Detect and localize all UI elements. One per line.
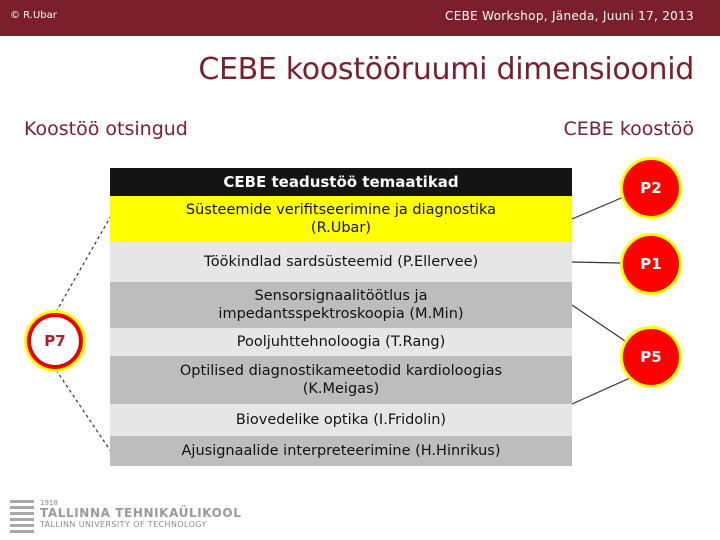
logo-mark-icon <box>10 498 34 532</box>
copyright-text: © R.Ubar <box>10 10 57 21</box>
topic-row: Süsteemide verifitseerimine ja diagnostika (R.Ubar) <box>110 196 572 242</box>
badge-p7 <box>24 310 86 372</box>
logo-text <box>40 499 241 531</box>
connector-p5-b <box>572 378 630 404</box>
slide-title: CEBE koostööruumi dimensioonid <box>198 52 694 87</box>
connector-p2 <box>572 196 626 219</box>
badge-p5: P5 <box>620 326 682 388</box>
topic-row: Ajusignaalide interpreteerimine (H.Hinrikus) <box>110 436 572 466</box>
topic-row: Pooljuhttehnoloogia (T.Rang) <box>110 328 572 356</box>
university-logo <box>10 498 241 532</box>
badge-p7-inner: P7 <box>31 317 79 365</box>
logo-subtitle: TALLINN UNIVERSITY OF TECHNOLOGY <box>40 520 207 529</box>
connector-p7-bottom <box>56 370 118 462</box>
logo-name: TALLINNA TEHNIKAÜLIKOOL <box>40 506 242 520</box>
connector-p5-a <box>572 305 628 343</box>
badge-p2: P2 <box>620 157 682 219</box>
header-bar <box>0 0 720 36</box>
topic-row: Töökindlad sardsüsteemid (P.Ellervee) <box>110 242 572 282</box>
connector-p1 <box>572 262 620 263</box>
topic-row: Sensorsignaalitöötlus ja impedantsspektroskoopia (M.Min) <box>110 282 572 328</box>
logo-year: 1918 <box>40 499 58 507</box>
topic-row: Optilised diagnostikameetodid kardioloogias (K.Meigas) <box>110 356 572 404</box>
left-heading: Koostöö otsingud <box>24 118 188 140</box>
topics-header: CEBE teadustöö temaatikad <box>110 168 572 196</box>
topic-row: Biovedelike optika (I.Fridolin) <box>110 404 572 436</box>
right-heading: CEBE koostöö <box>563 118 694 140</box>
badge-p1: P1 <box>620 233 682 295</box>
workshop-caption: CEBE Workshop, Jäneda, Juuni 17, 2013 <box>445 9 694 23</box>
